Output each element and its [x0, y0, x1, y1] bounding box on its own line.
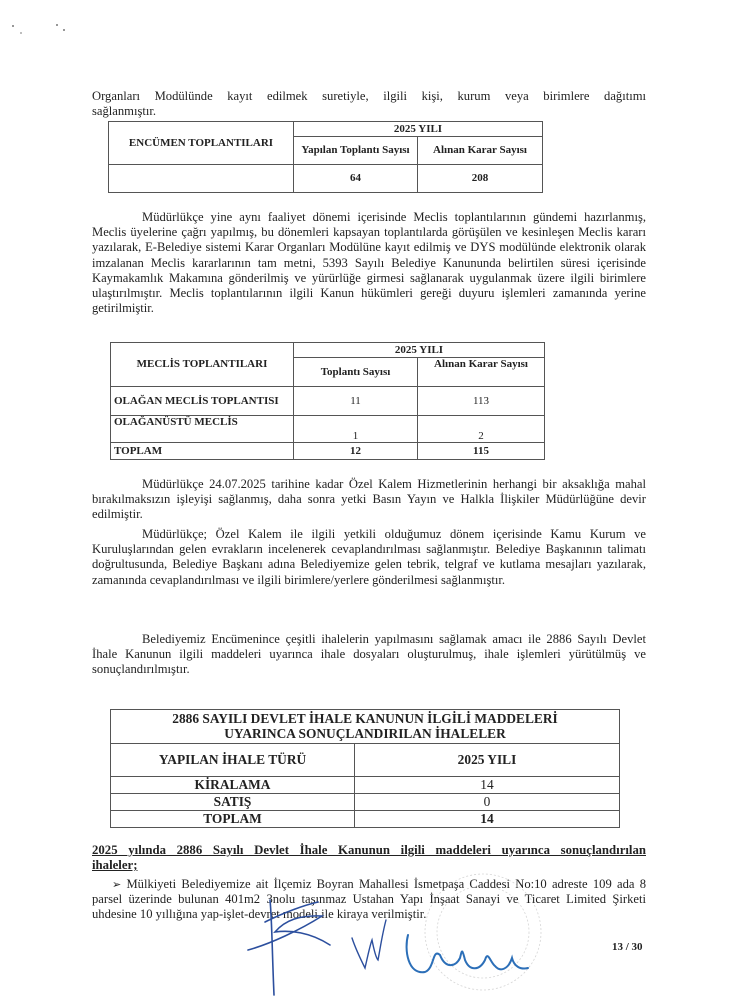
- signature-2-icon: [352, 920, 386, 968]
- section-heading: 2025 yılında 2886 Sayılı Devlet İhale Kanunun ilgili maddeleri uyarınca sonuçlandırılan ihaleler;: [92, 843, 646, 872]
- signature-1-icon: [248, 900, 330, 995]
- meclis-col-meetings: Toplantı Sayısı: [294, 358, 418, 387]
- ozel-kalem-paragraph-2: Müdürlükçe; Özel Kalem ile ilgili yetkili olduğumuz dönem içerisinde Kamu Kurum ve Kuruluşlarından gelen evrakların incelenerek cevaplandırılması sağlanmıştır. Belediye Başkanının talimatı doğrultusunda, Belediye Başkanı adına Belediyemize gelen tebrik, telgraf ve kutlama mesajları yazılarak, zamanında cevaplandırılması ve ilgili birimlere/yerlere gönderilmesi sağlanmıştır.: [92, 527, 646, 587]
- table-row: TOPLAM 12 115: [111, 443, 545, 460]
- meclis-year-header: 2025 YILI: [294, 343, 545, 358]
- ozel-kalem-paragraph-1: Müdürlükçe 24.07.2025 tarihine kadar Özel Kalem Hizmetlerinin herhangi bir aksaklığa mahal bırakılmaksızın işleyişi sağlanmış, daha sonra yetki Basın Yayın ve Halkla İlişkiler Müdürlüğüne devir edilmiştir.: [92, 477, 646, 522]
- bullet-item: ➢ Mülkiyeti Belediyemize ait İlçemiz Boyran Mahallesi İsmetpaşa Caddesi No:10 adreste 109 ada 8 parsel üzerinde bulunan 401m2 3nolu taşınmaz Ustahan Yapı İnşaat Sanayi ve Ticaret Limited Şirketi uhdesine 10 yıllığına yap-işlet-devret modeli ile kiraya verilmiştir.: [92, 877, 646, 922]
- page-number: 13 / 30: [612, 941, 643, 953]
- table-row: OLAĞAN MECLİS TOPLANTISI 11 113: [111, 387, 545, 416]
- meclis-row-label: MECLİS TOPLANTILARI: [111, 343, 294, 387]
- table-row: OLAĞANÜSTÜ MECLİS 1 2: [111, 416, 545, 443]
- encumen-col-meetings: Yapılan Toplantı Sayısı: [294, 137, 418, 165]
- bullet-arrow-icon: ➢: [112, 878, 122, 891]
- encumen-decisions-value: 208: [418, 165, 543, 193]
- meclis-paragraph: Müdürlükçe yine aynı faaliyet dönemi içerisinde Meclis toplantılarının gündemi hazırlanmış, Meclis üyelerine çağrı yapılmış, bu dönemleri kapsayan toplantılarda görüşülen ve kesinleşen Meclis kararı yazılarak, E-Belediye sistemi Karar Organları Modülüne kayıt edilmiş ve DYS modülünde elektronik olarak imzalanan Meclis kararlarının tam metni, 5393 Sayılı Belediye Kanununda belirtilen süresi içerisinde Kaymakamlık Makamına gönderilmiş ve yürürlüğe girmesi sağlanarak uygulanmak üzere ilgili birimlere ulaştırılmıştır. Meclis toplantılarının ilgili Kanun hükümleri gereği duyuru işlemleri zamanında yerine getirilmiştir.: [92, 210, 646, 316]
- ihale-paragraph: Belediyemiz Encümenince çeşitli ihalelerin yapılmasını sağlamak amacı ile 2886 Sayılı Devlet İhale Kanunun ilgili maddeleri uyarınca ihale dosyaları oluşturulmuş, ihale işlemleri yürütülmüş ve sonuçlandırılmıştır.: [92, 632, 646, 677]
- ihale-table-title: 2886 SAYILI DEVLET İHALE KANUNUN İLGİLİ MADDELERİ UYARINCA SONUÇLANDIRILAN İHALELER: [111, 710, 620, 744]
- table-row: KİRALAMA 14: [111, 777, 620, 794]
- encumen-row-label: ENCÜMEN TOPLANTILARI: [109, 122, 294, 165]
- encumen-year-header: 2025 YILI: [294, 122, 543, 137]
- ihale-col-type: YAPILAN İHALE TÜRÜ: [111, 744, 355, 777]
- ihale-col-year: 2025 YILI: [355, 744, 620, 777]
- official-stamp-icon: [425, 874, 541, 990]
- intro-line-1: Organları Modülünde kayıt edilmek suretiyle, ilgili kişi, kurum veya birimlere dağıtımı: [92, 89, 646, 103]
- signature-3-icon: [407, 935, 528, 972]
- intro-line-2: sağlanmıştır.: [92, 104, 157, 119]
- table-row: TOPLAM 14: [111, 811, 620, 828]
- encumen-col-decisions: Alınan Karar Sayısı: [418, 137, 543, 165]
- encumen-meetings-value: 64: [294, 165, 418, 193]
- table-row: SATIŞ 0: [111, 794, 620, 811]
- meclis-col-decisions: Alınan Karar Sayısı: [418, 358, 545, 387]
